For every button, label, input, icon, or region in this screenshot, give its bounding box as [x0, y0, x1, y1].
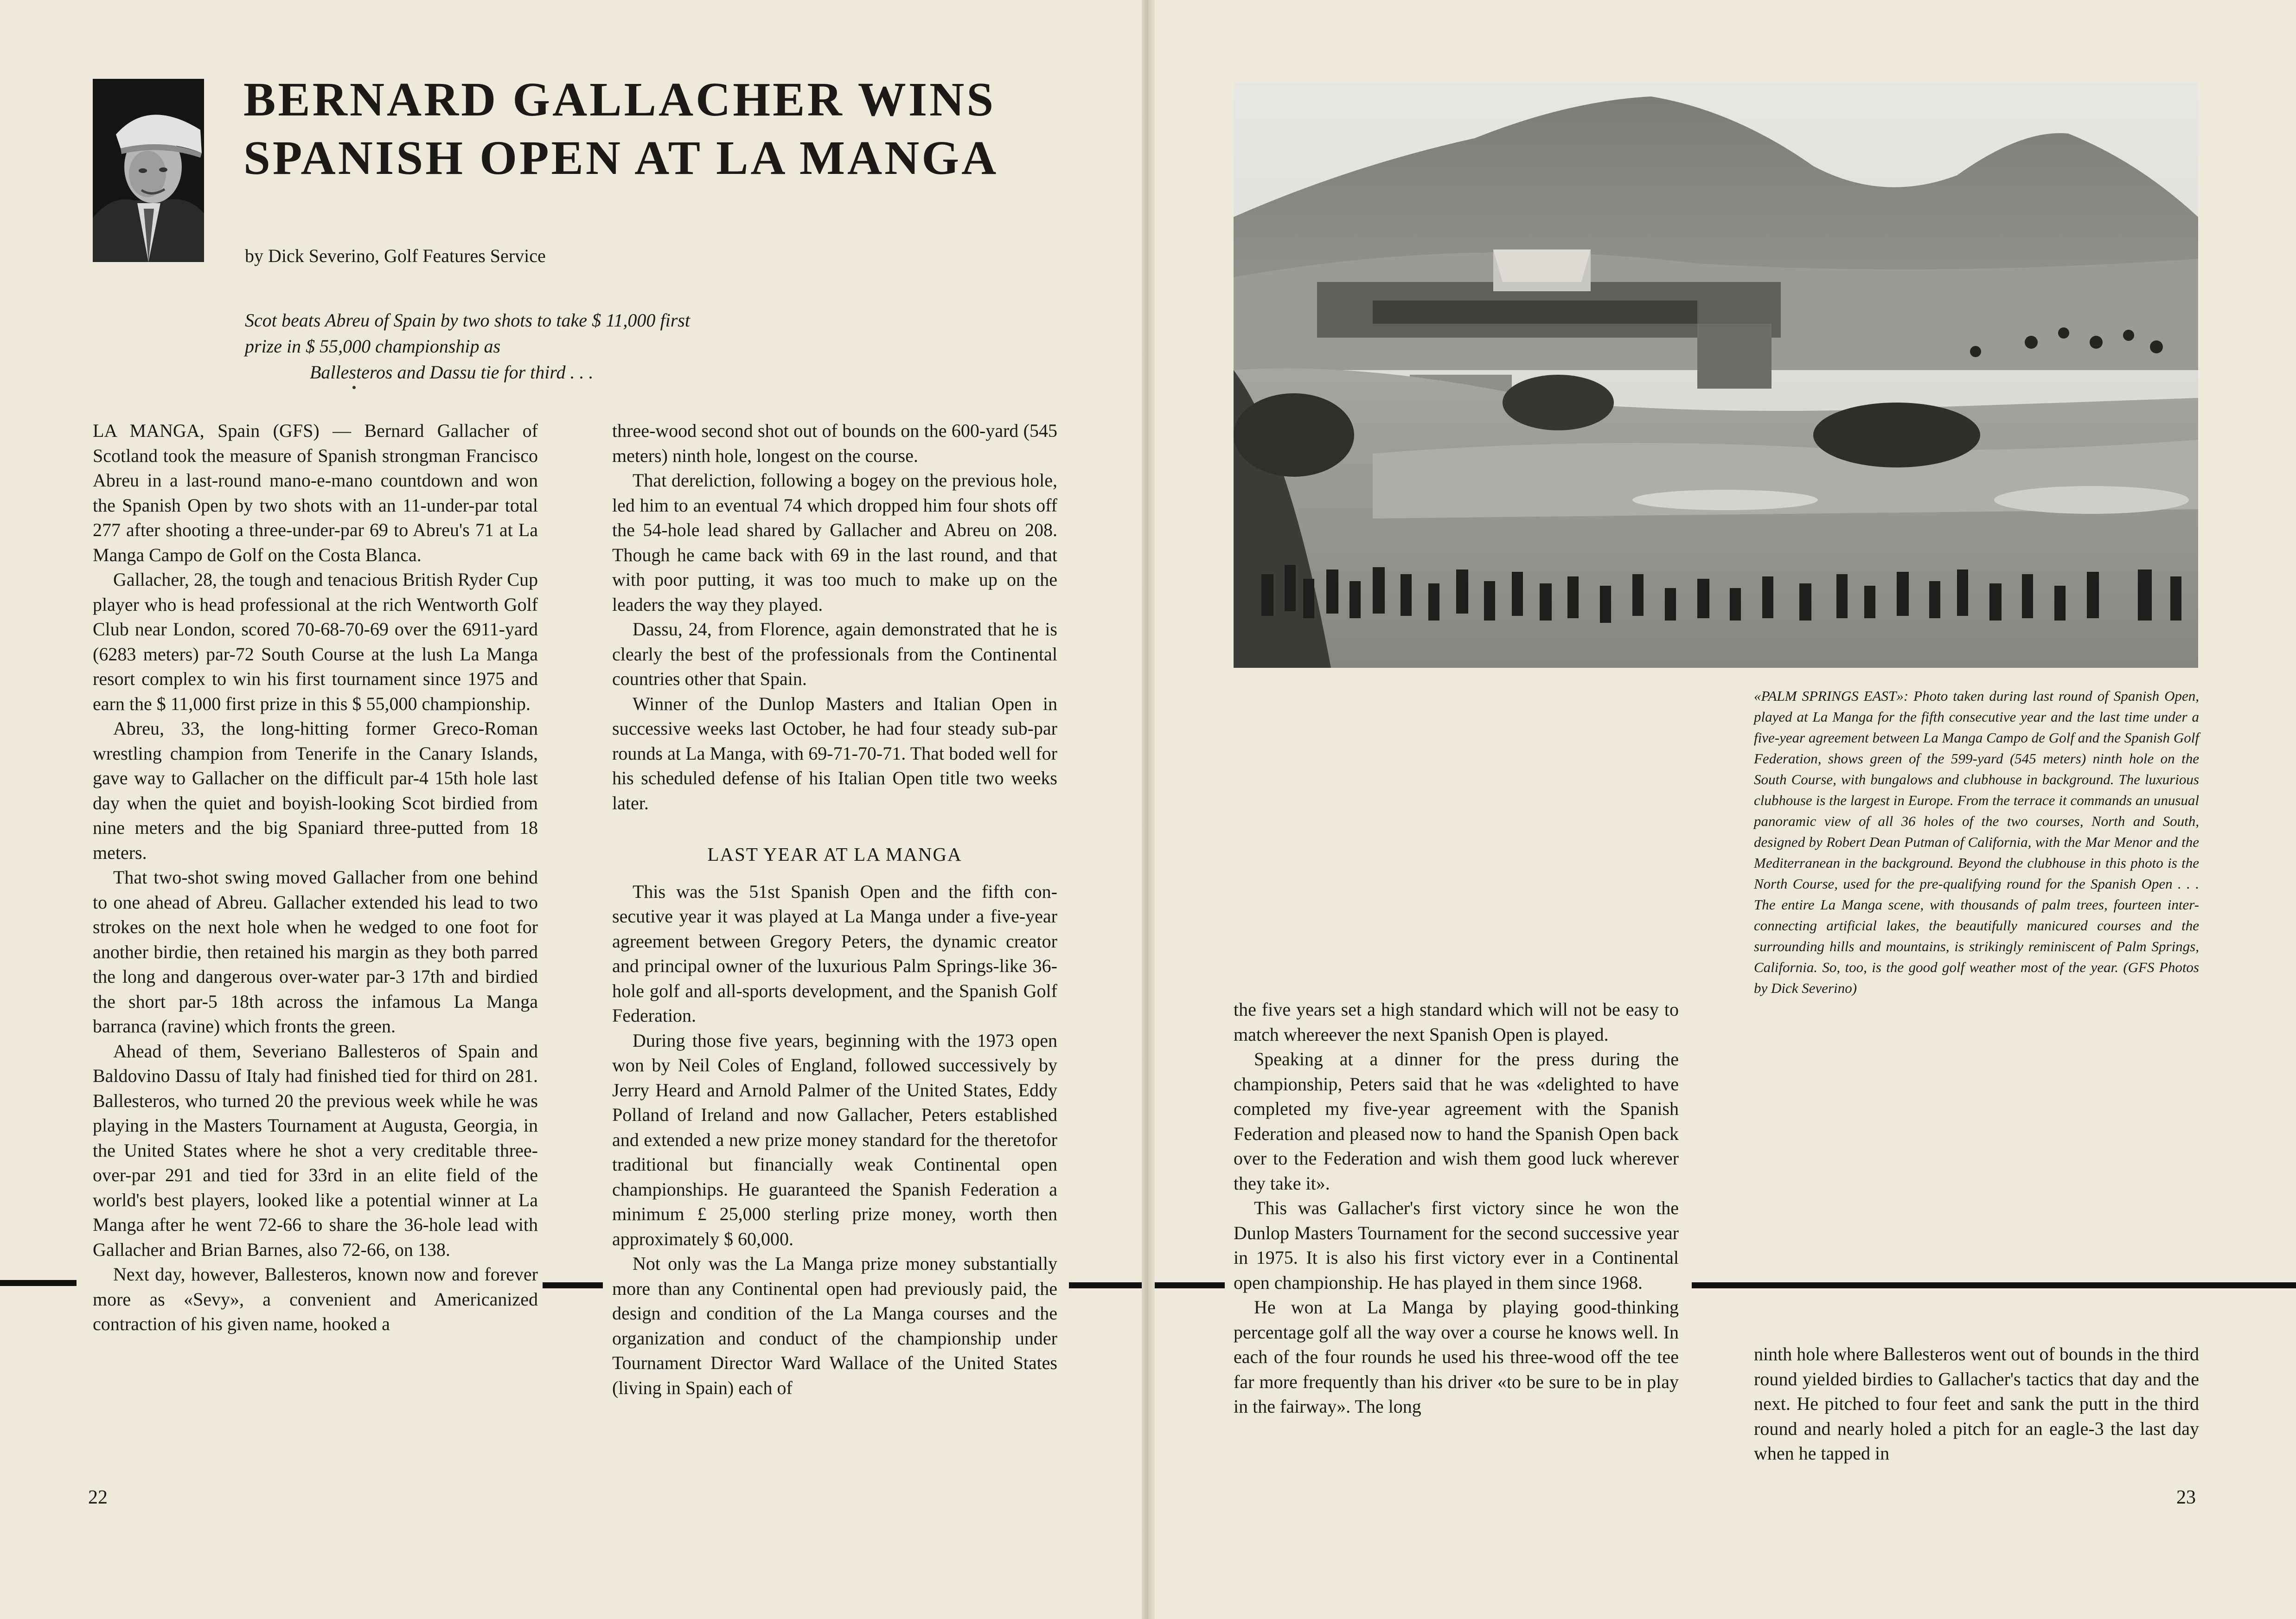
paragraph: That dereliction, following a bogey on the previous hole, led him to an eventual 74 which dropped him four shots off the 54-hole lead shared by Gallacher and Abreu on 208. Though he came back with 69 in the last round, and that with poor putting, it was too much to make up on the leaders the way they played. — [612, 470, 1057, 615]
column-rule — [1692, 1282, 2296, 1288]
section-heading: LAST YEAR AT LA MANGA — [707, 844, 962, 865]
gutter-rule — [1069, 1282, 1145, 1288]
author-portrait-photo — [93, 79, 204, 262]
paragraph: Ahead of them, Severiano Ballesteros of Spain and Baldovino Dassu of Italy had finished tied for third on 281. Ballesteros, who turned 20 the previous week while he was playing in the Masters Tournament at Augusta, Georgia, in the United States where he shot a very creditable three-over-par 291 and tied for 33rd in an elite field of the world's best players, looked like a potential winner at La Manga after he went 72-66 to share the 36-hole lead with Gallacher and Brian Barnes, also 72-66, on 138. — [93, 1040, 538, 1260]
paragraph: ninth hole where Ballesteros went out of bounds in the third round yielded birdies to Gallacher's tactics that day and the next. He pitched to four feet and sank the putt in the third round and nearly holed a pitch for an eagle-3 the last day when he tapped in — [1754, 1344, 2199, 1464]
article-deck — [245, 307, 690, 385]
body-column-3 — [1234, 997, 1679, 1470]
deck-line-3: Ballesteros and Dassu tie for third . . . — [310, 362, 594, 383]
deck-line-1: Scot beats Abreu of Spain by two shots to take — [245, 310, 588, 331]
margin-rule — [0, 1280, 77, 1286]
paragraph: LA MANGA, Spain (GFS) — Bernard Gallacher of Scotland took the measure of Spanish strongman Francisco Abreu in a last-round mano-e-mano countdown and won the Spanish Open by two shots with an 11-under-par total 277 after shooting a three-under-par 69 to Abreu's 71 at La Manga Campo de Golf on the Costa Blanca. — [93, 420, 538, 565]
byline: by Dick Severino, Golf Features Service — [245, 245, 546, 266]
book-gutter — [1142, 0, 1155, 1619]
gutter-rule — [543, 1282, 603, 1288]
paragraph: the five years set a high standard which will not be easy to match whereever the next Spanish Open is played. — [1234, 999, 1679, 1045]
paragraph: Not only was the La Manga prize money substantially more than any Continental open had previously paid, the design and condition of the La Manga courses and the organization and conduct of the championship under Tournament Director Ward Wallace of the United States (living in Spain) each of — [612, 1253, 1057, 1398]
paragraph: This was the 51st Spanish Open and the fifth consecutive year it was played at La Manga under a five-year agreement between Gregory Peters, the dynamic creator and principal owner of the luxurious Palm Springs-like 36-hole golf and all-sports development, and the Spanish Golf Federation. — [612, 881, 1057, 1026]
paragraph: Winner of the Dunlop Masters and Italian Open in successive weeks last October, he had four steady sub-par rounds at La Manga, with 69-71-70-71. That boded well for his scheduled defense of his Italian Open title two weeks later. — [612, 693, 1057, 813]
title-line-1: BERNARD GALLACHER WINS — [243, 73, 996, 126]
page-number-left: 22 — [88, 1487, 108, 1508]
article-title — [243, 70, 1106, 187]
paragraph: He won at La Manga by playing good-thinking percentage golf all the way over a course he knows well. In each of the four rounds he used his three-wood off the tee far more frequently than his driver «to be sure to be in play in the fairway». The long — [1234, 1297, 1679, 1417]
paragraph: Next day, however, Ballesteros, known now and forever more as «Sevy», a convenient and Americanized contraction of his given name, hooked a — [93, 1264, 538, 1334]
gutter-rule — [1151, 1282, 1225, 1288]
page-number-right: 23 — [2176, 1487, 2196, 1508]
paragraph: That two-shot swing moved Gallacher from one behind to one ahead of Abreu. Gallacher extended his lead to two strokes on the next hole when he wedged to one foot for another birdie, then retained his margin as they both parred the long and dangerous over-water par-3 17th and birdied the short par-5 18th across the infamous La Manga barranca (ravine) which fronts the green. — [93, 867, 538, 1037]
paragraph: Abreu, 33, the long-hitting former Greco-Roman wrestling champion from Tenerife in the Canary Islands, gave way to Gallacher on the difficult par-4 15th hole last day when the quiet and boyish-looking Scot birdied from nine meters and the big Spaniard three-putted from 18 meters. — [93, 718, 538, 863]
body-column-2 — [612, 418, 1057, 1471]
right-page — [1151, 0, 2296, 1619]
body-column-1 — [93, 418, 538, 1471]
paragraph: three-wood second shot out of bounds on the 600-yard (545 meters) ninth hole, longest on the course. — [612, 420, 1057, 466]
paragraph: Speaking at a dinner for the press during the championship, Peters said that he was «delighted to have completed my five-year agreement with the Spanish Federation and pleased now to hand the Spanish Open back over to the Federation and wish them good luck wherever they take it». — [1234, 1049, 1679, 1194]
paragraph: Dassu, 24, from Florence, again demonstrated that he is clearly the best of the professionals from the Continental countries other that Spain. — [612, 619, 1057, 689]
golf-course-photo — [1234, 83, 2198, 668]
deck-line-2: $ 11,000 first prize in $ 55,000 championship as — [245, 310, 690, 357]
ornament-dot — [352, 386, 356, 389]
paragraph: This was Gallacher's first victory since he won the Dunlop Masters Tournament for the second successive year in 1975. It is also his first victory ever in a Continental open championship. He has played in them since 1968. — [1234, 1197, 1679, 1293]
body-column-4 — [1754, 1342, 2199, 1472]
paragraph: During those five years, beginning with the 1973 open won by Neil Coles of England, followed successively by Jerry Heard and Arnold Palmer of the United States, Eddy Polland of Ireland and now Gallacher, Peters established and extended a new prize money standard for the theretofor traditional but financially weak Continental open championships. He guaranteed the Spanish Federation a minimum £ 25,000 sterling prize money, worth then approximately $ 60,000. — [612, 1030, 1057, 1249]
paragraph: Gallacher, 28, the tough and tenacious British Ryder Cup player who is head professional at the rich Wentworth Golf Club near London, scored 70-68-70-69 over the 6911-yard (6283 meters) par-72 South Course at the lush La Manga resort complex to win his first tournament since 1975 and earn the $ 11,000 first prize in this $ 55,000 championship. — [93, 569, 538, 714]
left-page — [0, 0, 1145, 1619]
photo-caption: «PALM SPRINGS EAST»: Photo taken during last round of Spanish Open, played at La Manga for the fifth consecutive year and the last time under a five-year agreement between La Manga Campo de Golf and the Spanish Golf Federation, shows green of the 599-yard (545 meters) ninth hole on the South Course, with bungalows and clubhouse in background. The luxurious clubhouse is the largest in Europe. From the terrace it commands an unusual panoramic view of all 36 holes of the two courses, North and South, designed by Robert Dean Putman of California, with the Mar Menor and the Mediterranean in the background. Beyond the clubhouse in this photo is the North Course, used for the pre-qualifying round for the Spanish Open . . . The entire La Manga scene, with thousands of palm trees, fourteen inter-connecting artificial lakes, the beautifully manicured courses and the surrounding hills and mountains, is strikingly reminiscent of Palm Springs, California. So, too, is the good golf weather most of the year. (GFS Photos by Dick Severino) — [1754, 688, 2199, 996]
title-line-2: SPANISH OPEN AT LA MANGA — [243, 131, 999, 185]
